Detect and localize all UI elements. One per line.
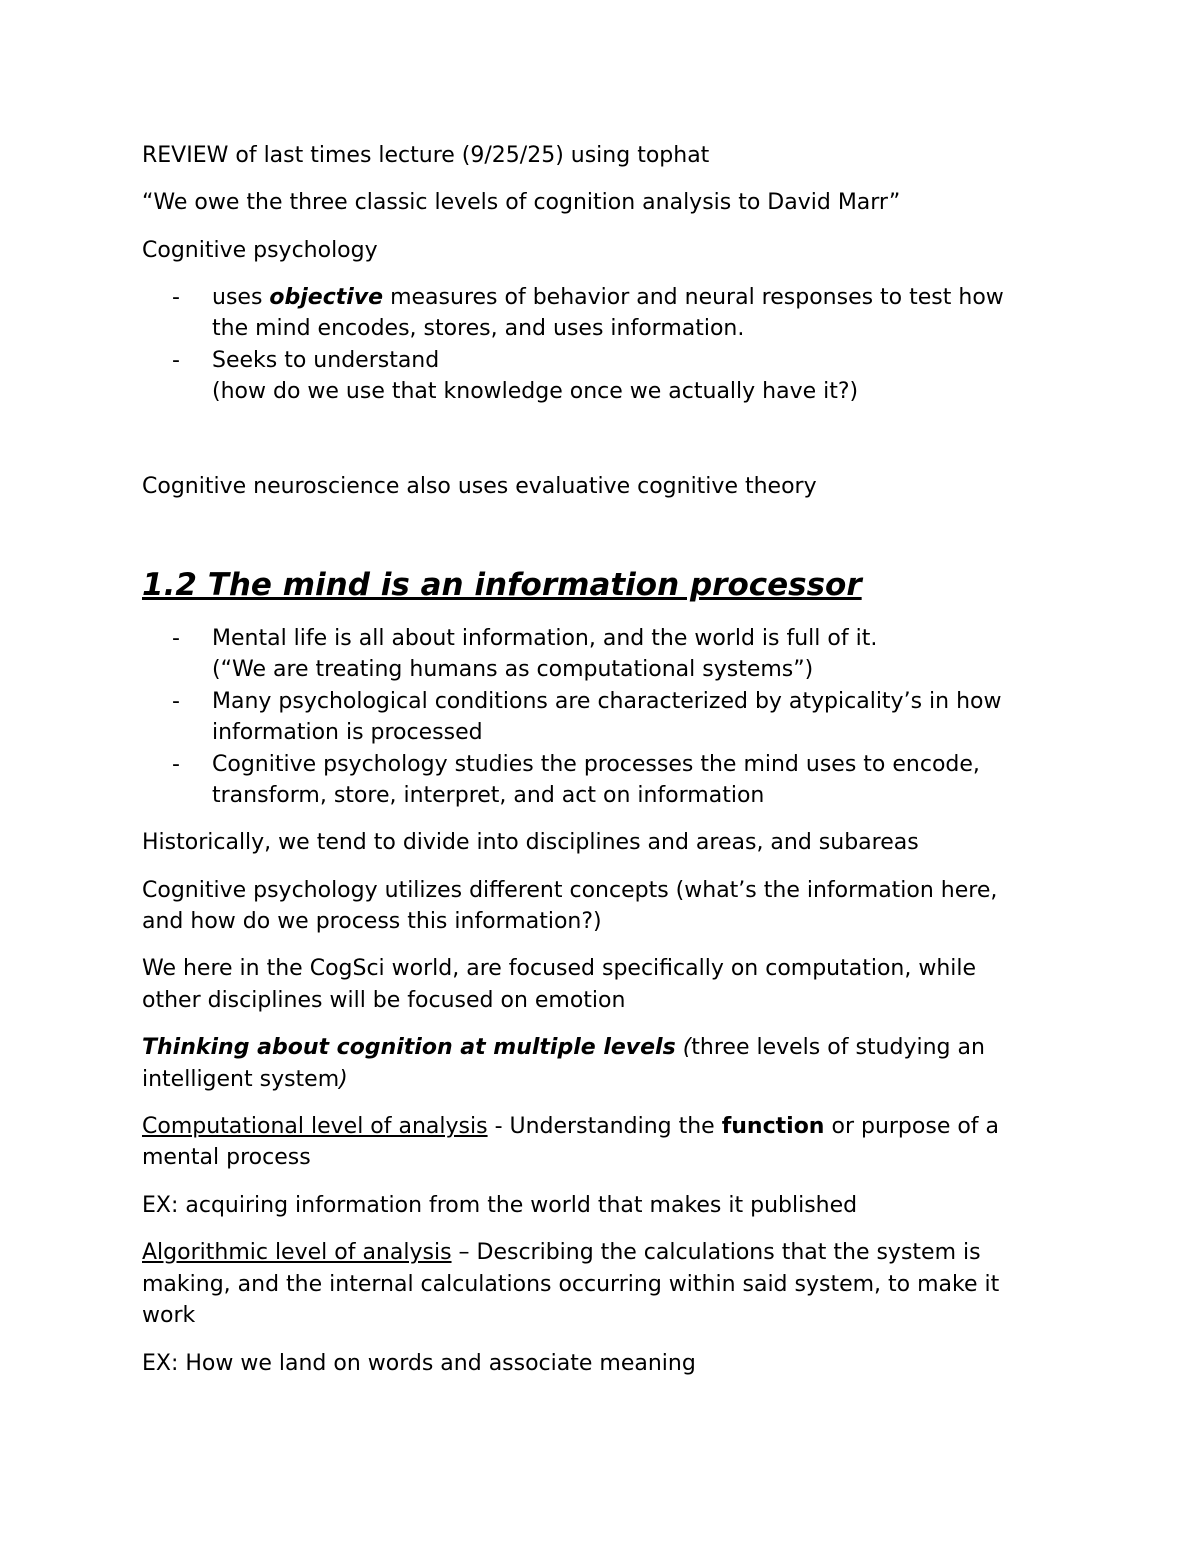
bullet-dash: - xyxy=(172,348,180,373)
algorithmic-paragraph: Algorithmic level of analysis – Describing the calculations that the system is xyxy=(142,1240,981,1265)
thinking-paragraph-cont: intelligent system) xyxy=(142,1067,348,1092)
section-heading: 1.2 The mind is an information processor xyxy=(142,567,862,603)
thinking-bold: Thinking about cognition at multiple levels xyxy=(142,1035,676,1060)
neuroscience-line: Cognitive neuroscience also uses evaluative cognitive theory xyxy=(142,474,817,499)
computational-term: Computational level of analysis xyxy=(142,1114,488,1139)
concepts-paragraph: Cognitive psychology utilizes different concepts (what’s the information here, xyxy=(142,878,998,903)
bullet-dash: - xyxy=(172,689,180,714)
example-1: EX: acquiring information from the world that makes it published xyxy=(142,1193,858,1218)
bullet-dash: - xyxy=(172,626,180,651)
info-bullet-2: Many psychological conditions are characterized by atypicality’s in how xyxy=(212,689,1002,714)
algorithmic-term: Algorithmic level of analysis xyxy=(142,1240,452,1265)
historically-paragraph: Historically, we tend to divide into disciplines and areas, and subareas xyxy=(142,830,919,855)
objective-measures-bullet: uses objective measures of behavior and neural responses to test how xyxy=(212,285,1004,310)
algorithmic-paragraph-cont: making, and the internal calculations occurring within said system, to make it xyxy=(142,1272,1000,1297)
thinking-paragraph: Thinking about cognition at multiple levels (three levels of studying an xyxy=(142,1035,985,1060)
computational-paragraph-cont: mental process xyxy=(142,1145,311,1170)
cogsci-paragraph: We here in the CogSci world, are focused specifically on computation, while xyxy=(142,956,977,981)
info-bullet-3-cont: transform, store, interpret, and act on information xyxy=(212,783,765,808)
algorithmic-paragraph-cont2: work xyxy=(142,1303,196,1328)
info-bullet-2-cont: information is processed xyxy=(212,720,483,745)
info-bullet-1: Mental life is all about information, and the world is full of it. xyxy=(212,626,878,651)
objective-measures-bullet-cont: the mind encodes, stores, and uses information. xyxy=(212,316,745,341)
concepts-paragraph-cont: and how do we process this information?) xyxy=(142,909,602,934)
info-bullet-3: Cognitive psychology studies the processes the mind uses to encode, xyxy=(212,752,980,777)
seeks-bullet-cont: (how do we use that knowledge once we actually have it?) xyxy=(212,379,859,404)
example-2: EX: How we land on words and associate meaning xyxy=(142,1351,696,1376)
function-bold: function xyxy=(721,1114,825,1139)
objective-emphasis: objective xyxy=(269,285,384,310)
cogsci-paragraph-cont: other disciplines will be focused on emotion xyxy=(142,988,626,1013)
bullet-dash: - xyxy=(172,285,180,310)
bullet-dash: - xyxy=(172,752,180,777)
review-title: REVIEW of last times lecture (9/25/25) using tophat xyxy=(142,143,710,168)
info-bullet-1-cont: (“We are treating humans as computational systems”) xyxy=(212,657,814,682)
seeks-bullet: Seeks to understand xyxy=(212,348,440,373)
computational-paragraph: Computational level of analysis - Understanding the function or purpose of a xyxy=(142,1114,1000,1139)
marr-quote: “We owe the three classic levels of cognition analysis to David Marr” xyxy=(142,190,901,215)
cognitive-psychology-label: Cognitive psychology xyxy=(142,238,378,263)
